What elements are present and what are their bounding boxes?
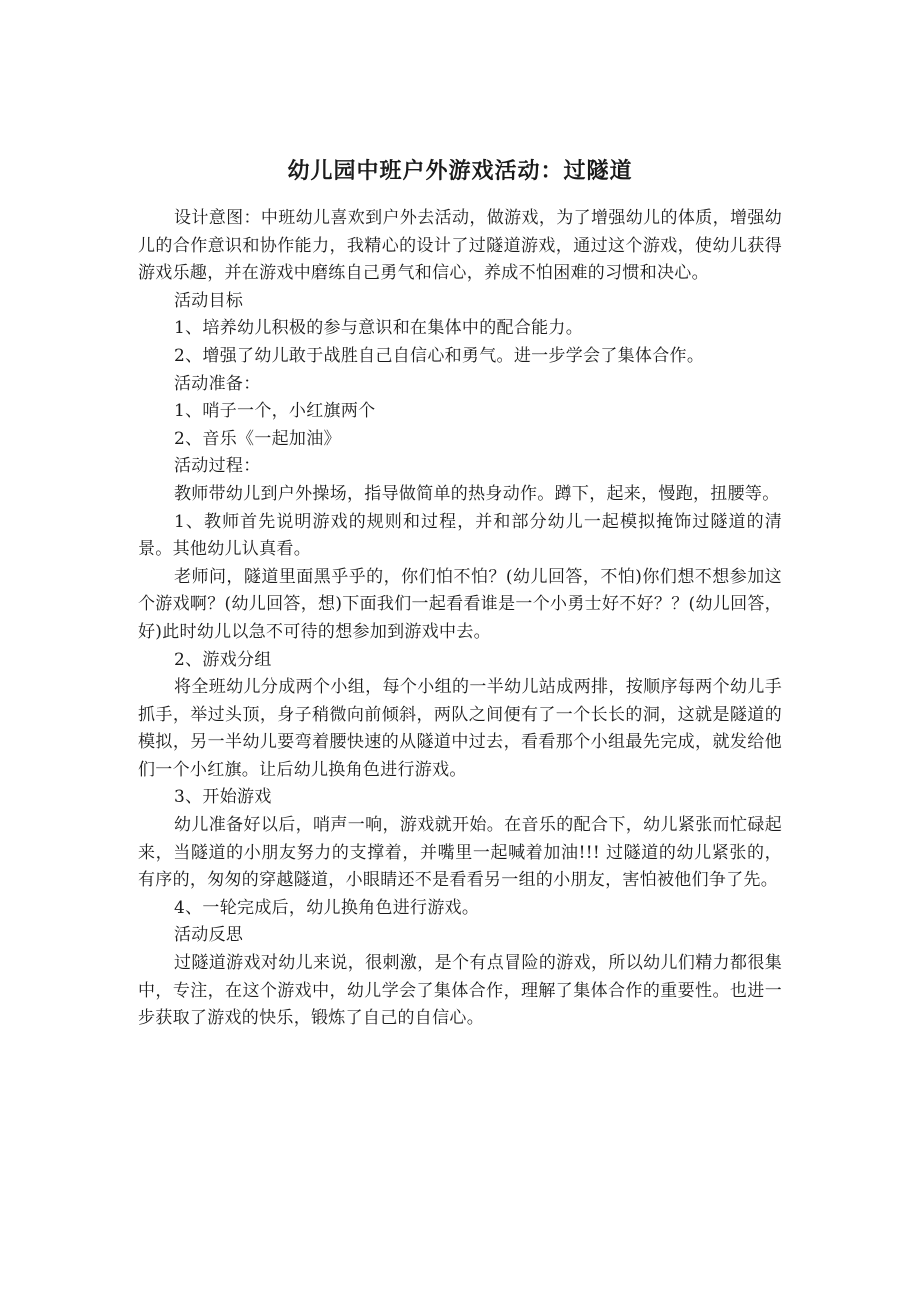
paragraph-warmup: 教师带幼儿到户外操场，指导做简单的热身动作。蹲下，起来，慢跑，扭腰等。 <box>174 483 780 504</box>
heading-activity-process: 活动过程： <box>174 456 261 477</box>
heading-activity-preparation: 活动准备： <box>174 373 261 394</box>
process-step: 3、开始游戏 <box>174 787 272 808</box>
goal-item: 2、增强了幼儿敢于战胜自己自信心和勇气。进一步学会了集体合作。 <box>174 345 705 366</box>
document-title: 幼儿园中班户外游戏活动：过隧道 <box>287 159 633 184</box>
paragraph-game-start: 幼儿准备好以后，哨声一响，游戏就开始。在音乐的配合下，幼儿紧张而忙碌起来，当隧道的小朋友努力的支撑着，并嘴里一起喊着加油!!! 过隧道的幼儿紧张的，有序的，匆匆的穿越隧道，小眼睛还不是看看另一组的小朋友，害怕被他们争了先。 <box>138 815 782 891</box>
process-step: 2、游戏分组 <box>174 649 272 670</box>
paragraph-design-intent: 设计意图：中班幼儿喜欢到户外去活动，做游戏，为了增强幼儿的体质，增强幼儿的合作意识和协作能力，我精心的设计了过隧道游戏，通过这个游戏，使幼儿获得游戏乐趣，并在游戏中磨练自己勇气和信心，养成不怕困难的习惯和决心。 <box>138 208 782 284</box>
preparation-item: 2、音乐《一起加油》 <box>174 428 341 449</box>
goal-item: 1、培养幼儿积极的参与意识和在集体中的配合能力。 <box>174 318 584 339</box>
process-step: 4、一轮完成后，幼儿换角色进行游戏。 <box>174 897 480 918</box>
document-body <box>138 205 782 1033</box>
paragraph-reflection: 过隧道游戏对幼儿来说，很刺激，是个有点冒险的游戏，所以幼儿们精力都很集中，专注，在这个游戏中，幼儿学会了集体合作，理解了集体合作的重要性。也进一步获取了游戏的快乐，锻炼了自己的自信心。 <box>138 953 782 1029</box>
process-step: 1、教师首先说明游戏的规则和过程，并和部分幼儿一起模拟掩饰过隧道的清景。其他幼儿认真看。 <box>138 511 782 560</box>
paragraph-dialogue: 老师问，隧道里面黑乎乎的，你们怕不怕？(幼儿回答，不怕)你们想不想参加这个游戏啊？(幼儿回答，想)下面我们一起看看谁是一个小勇士好不好？？(幼儿回答，好)此时幼儿以急不可待的想参加到游戏中去。 <box>138 566 782 642</box>
heading-activity-goals: 活动目标 <box>174 290 244 311</box>
heading-reflection: 活动反思 <box>174 925 244 946</box>
preparation-item: 1、哨子一个，小红旗两个 <box>174 401 376 422</box>
paragraph-grouping: 将全班幼儿分成两个小组，每个小组的一半幼儿站成两排，按顺序每两个幼儿手抓手，举过头顶，身子稍微向前倾斜，两队之间便有了一个长长的洞，这就是隧道的模拟，另一半幼儿要弯着腰快速的从隧道中过去，看看那个小组最先完成，就发给他们一个小红旗。让后幼儿换角色进行游戏。 <box>138 677 782 780</box>
